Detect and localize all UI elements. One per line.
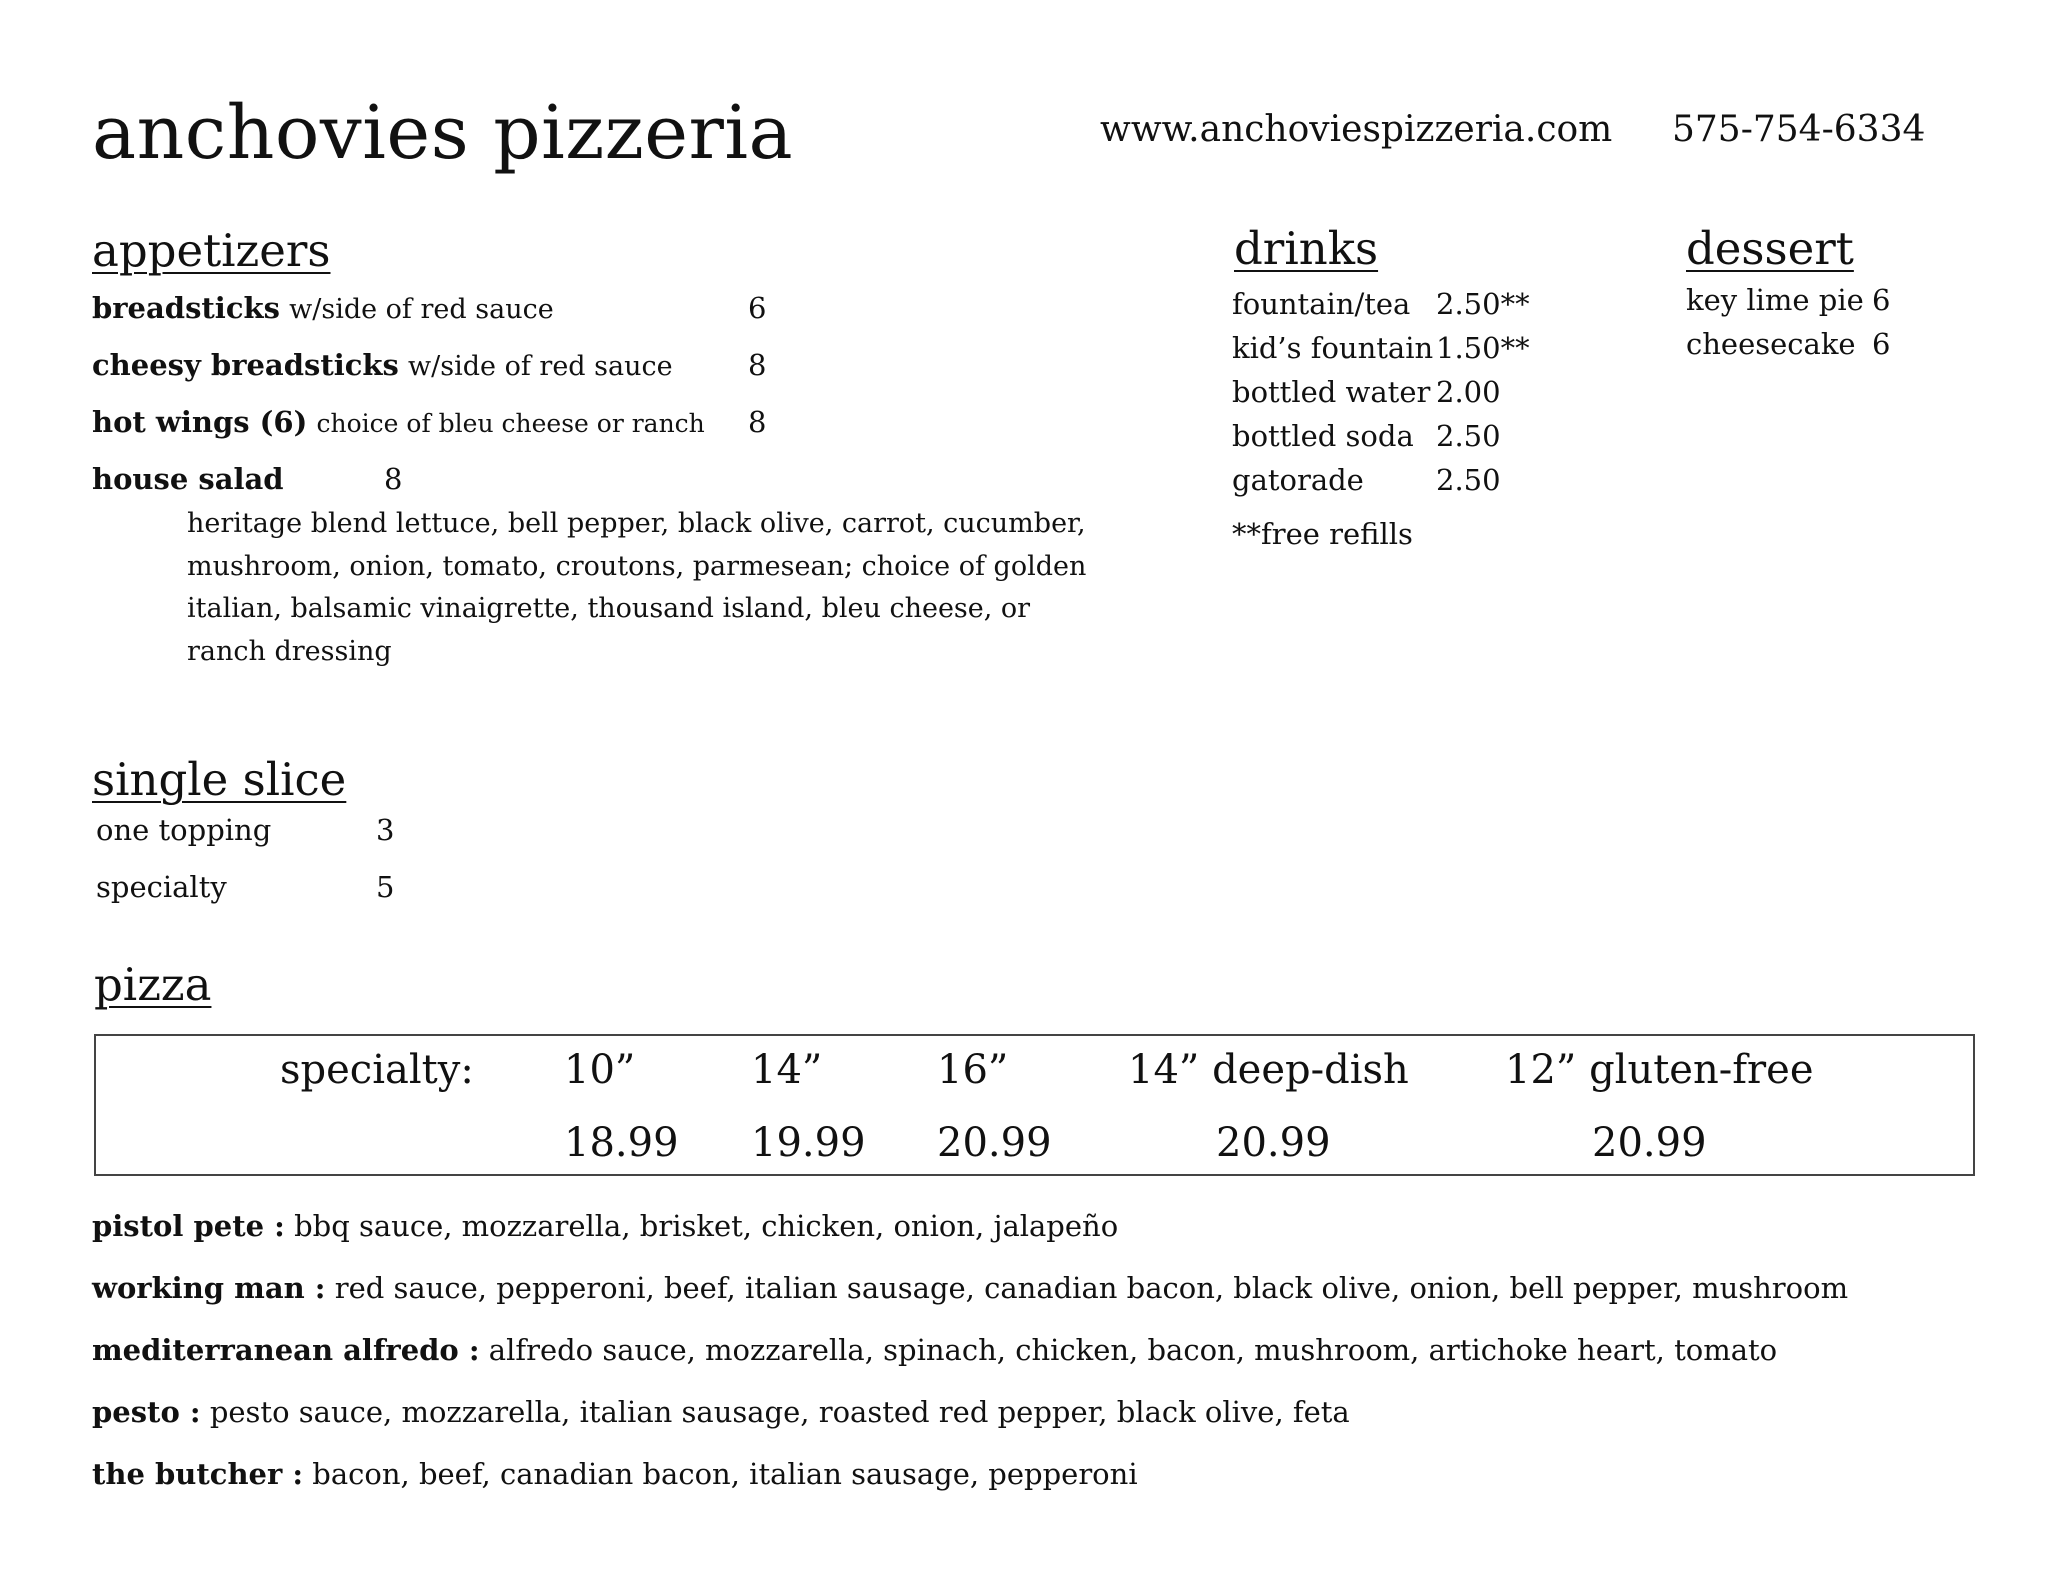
menu-item-cheesy-breadsticks — [92, 348, 673, 382]
restaurant-title: anchovies pizzeria — [92, 90, 794, 176]
specialty-name: pesto : — [92, 1395, 201, 1429]
pizza-price: 20.99 — [937, 1120, 1052, 1166]
item-name: cheesy breadsticks — [92, 348, 399, 382]
item-price: 8 — [748, 348, 767, 382]
drink-name: bottled water — [1232, 375, 1431, 409]
item-name: hot wings (6) — [92, 405, 308, 439]
drink-name: fountain/tea — [1232, 287, 1411, 321]
dessert-price: 6 — [1872, 327, 1891, 361]
specialty-name: mediterranean alfredo : — [92, 1333, 480, 1367]
specialty-pizza — [92, 1209, 1119, 1243]
item-price: 6 — [748, 291, 767, 325]
pizza-size: 10” — [564, 1047, 636, 1093]
drink-name: gatorade — [1232, 463, 1364, 497]
specialty-pizza — [92, 1271, 1849, 1305]
salad-description: heritage blend lettuce, bell pepper, black olive, carrot, cucumber, mushroom, onion, tomato, croutons, parmesean; choice of golden italian, balsamic vinaigrette, thousand island, bleu cheese, or ranch dressing — [187, 508, 1087, 667]
slice-price: 5 — [376, 870, 395, 904]
drink-name: kid’s fountain — [1232, 331, 1434, 365]
pizza-size: 14” deep-dish — [1128, 1047, 1409, 1093]
drink-price: 2.00 — [1436, 375, 1501, 409]
drink-price: 1.50** — [1436, 331, 1530, 365]
slice-name: specialty — [96, 870, 227, 904]
dessert-price: 6 — [1872, 283, 1891, 317]
pizza-size: 12” gluten-free — [1505, 1047, 1814, 1093]
specialty-toppings: bacon, beef, canadian bacon, italian sausage, pepperoni — [312, 1457, 1138, 1491]
dessert-name: cheesecake — [1686, 327, 1856, 361]
slice-price: 3 — [376, 813, 395, 847]
item-note: w/side of red sauce — [408, 351, 673, 382]
menu-item-house-salad — [92, 462, 284, 496]
pizza-heading: pizza — [94, 958, 212, 1011]
specialty-toppings: pesto sauce, mozzarella, italian sausage, roasted red pepper, black olive, feta — [209, 1395, 1350, 1429]
specialty-name: pistol pete : — [92, 1209, 285, 1243]
item-name: house salad — [92, 462, 284, 496]
single-slice-heading: single slice — [92, 753, 347, 806]
pizza-price: 18.99 — [564, 1120, 679, 1166]
specialty-toppings: bbq sauce, mozzarella, brisket, chicken, onion, jalapeño — [294, 1209, 1119, 1243]
specialty-toppings: alfredo sauce, mozzarella, spinach, chicken, bacon, mushroom, artichoke heart, tomato — [488, 1333, 1778, 1367]
pizza-price: 20.99 — [1216, 1120, 1331, 1166]
pizza-size: 14” — [751, 1047, 823, 1093]
phone-number[interactable]: 575-754-6334 — [1672, 109, 1926, 150]
specialty-pizza — [92, 1333, 1778, 1367]
menu-item-breadsticks — [92, 291, 554, 325]
item-name: breadsticks — [92, 291, 280, 325]
pizza-price: 19.99 — [751, 1120, 866, 1166]
drink-price: 2.50** — [1436, 287, 1530, 321]
item-note: choice of bleu cheese or ranch — [316, 409, 705, 438]
specialty-name: working man : — [92, 1271, 326, 1305]
dessert-heading: dessert — [1686, 222, 1854, 275]
menu-item-hot-wings — [92, 405, 705, 439]
appetizers-heading: appetizers — [92, 224, 331, 277]
drinks-heading: drinks — [1234, 222, 1379, 275]
drink-price: 2.50 — [1436, 463, 1501, 497]
slice-name: one topping — [96, 813, 272, 847]
pizza-size: 16” — [937, 1047, 1009, 1093]
specialty-pizza — [92, 1395, 1350, 1429]
item-note: w/side of red sauce — [289, 294, 554, 325]
specialty-pizza — [92, 1457, 1138, 1491]
pizza-price: 20.99 — [1592, 1120, 1707, 1166]
specialty-toppings: red sauce, pepperoni, beef, italian sausage, canadian bacon, black olive, onion, bell pepper, mushroom — [334, 1271, 1849, 1305]
specialty-name: the butcher : — [92, 1457, 304, 1491]
drinks-footnote: **free refills — [1232, 517, 1413, 551]
item-price: 8 — [384, 462, 403, 496]
dessert-name: key lime pie — [1686, 283, 1864, 317]
website-link[interactable]: www.anchoviespizzeria.com — [1100, 109, 1613, 150]
pizza-row-label: specialty: — [280, 1047, 474, 1093]
drink-price: 2.50 — [1436, 419, 1501, 453]
item-price: 8 — [748, 405, 767, 439]
drink-name: bottled soda — [1232, 419, 1414, 453]
